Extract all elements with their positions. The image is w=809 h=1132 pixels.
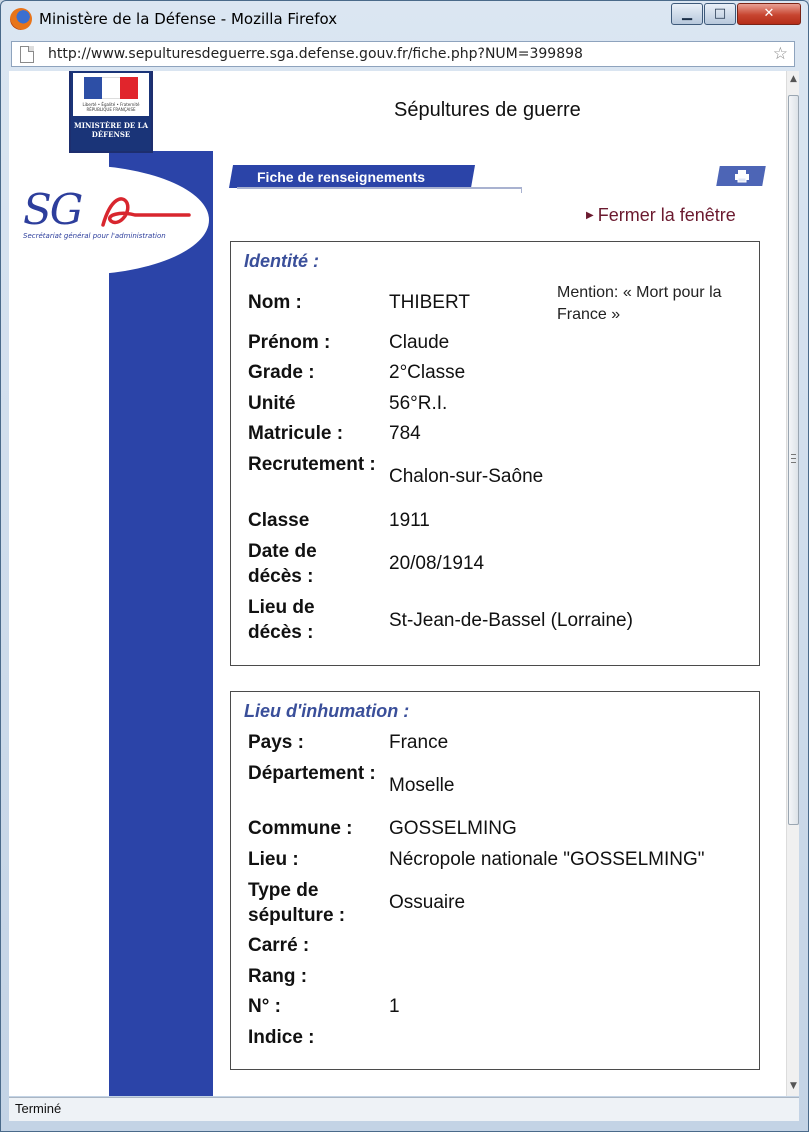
status-bar [9, 1097, 799, 1121]
field-label-numero: N° : [248, 996, 281, 1017]
site-title: Sépultures de guerre [394, 99, 581, 121]
sga-swoosh-icon [101, 193, 191, 229]
field-label-date-deces: Date de décès : [248, 541, 317, 587]
arrow-right-icon: ▶ [586, 210, 594, 221]
field-value-matricule: 784 [389, 423, 421, 444]
field-value-nom: THIBERT [389, 292, 470, 313]
field-label-pays: Pays : [248, 732, 304, 753]
field-label-unite: Unité [248, 393, 296, 414]
sga-logo-letters: SG [23, 185, 82, 234]
field-label-departement: Département : [248, 763, 376, 784]
field-label-type-sepulture: Type de sépulture : [248, 880, 346, 926]
field-value-recrutement: Chalon-sur-Saône [389, 466, 544, 487]
field-label-rang: Rang : [248, 966, 308, 987]
field-value-numero: 1 [389, 996, 400, 1017]
close-window-button[interactable]: ✕ [737, 3, 801, 25]
field-value-type-sepulture: Ossuaire [389, 892, 466, 913]
field-label-prenom: Prénom : [248, 332, 331, 353]
field-label-recrutement: Recrutement : [248, 454, 376, 475]
identity-title: Identité : [244, 251, 319, 271]
flag-motto: Liberté • Égalité • Fraternité RÉPUBLIQUE FRANÇAISE [82, 102, 140, 112]
field-value-commune: GOSSELMING [389, 818, 517, 839]
field-label-classe: Classe [248, 510, 310, 531]
field-label-lieu: Lieu : [248, 849, 299, 870]
field-value-classe: 1911 [389, 510, 430, 531]
minimize-button[interactable]: ▁ [671, 3, 703, 25]
scroll-down-arrow-icon[interactable]: ▼ [790, 1081, 797, 1091]
scroll-grip-icon [791, 454, 796, 463]
field-value-pays: France [389, 732, 449, 753]
field-value-grade: 2°Classe [389, 362, 466, 383]
field-label-carre: Carré : [248, 935, 310, 956]
burial-section [230, 691, 760, 1070]
field-value-unite: 56°R.I. [389, 393, 448, 414]
ministry-logo-text: MINISTÈRE DE LA DÉFENSE [73, 121, 149, 139]
sga-logo [23, 185, 213, 245]
field-label-matricule: Matricule : [248, 423, 344, 444]
field-label-indice: Indice : [248, 1027, 315, 1048]
sidebar-blue-band [109, 151, 213, 1096]
field-value-departement: Moselle [389, 775, 455, 796]
field-value-lieu: Nécropole nationale "GOSSELMING" [389, 849, 705, 870]
field-label-commune: Commune : [248, 818, 353, 839]
ministry-logo[interactable] [69, 71, 153, 153]
address-bar[interactable] [11, 41, 795, 67]
close-window-link-label: Fermer la fenêtre [597, 205, 736, 225]
flag-red-stripe [120, 77, 138, 99]
burial-title: Lieu d'inhumation : [244, 701, 410, 721]
tab-underline [237, 187, 522, 189]
close-window-link[interactable] [586, 205, 736, 226]
field-value-date-deces: 20/08/1914 [389, 553, 485, 574]
vertical-scrollbar[interactable] [786, 71, 799, 1096]
maximize-button[interactable]: □ [704, 3, 736, 25]
flag-white-stripe [102, 77, 120, 99]
field-value-lieu-deces: St-Jean-de-Bassel (Lorraine) [389, 610, 633, 631]
sga-logo-caption: Secrétariat général pour l'administration [23, 232, 166, 240]
tab-underline-edge [521, 187, 522, 193]
firefox-icon [10, 8, 32, 30]
window-title: Ministère de la Défense - Mozilla Firefox [39, 10, 338, 28]
tab-fiche-renseignements[interactable]: Fiche de renseignements [257, 169, 426, 185]
title-bar[interactable] [1, 1, 808, 37]
field-label-nom: Nom : [248, 292, 302, 313]
bookmark-star-icon[interactable]: ☆ [772, 44, 788, 64]
status-text: Terminé [15, 1101, 62, 1116]
flag-blue-stripe [84, 77, 102, 99]
printer-icon[interactable] [734, 169, 750, 183]
page-icon [20, 46, 34, 63]
url-text[interactable]: http://www.sepulturesdeguerre.sga.defense.gouv.fr/fiche.php?NUM=399898 [48, 46, 583, 62]
scroll-thumb[interactable] [788, 95, 799, 825]
page-viewport [9, 71, 799, 1096]
field-value-prenom: Claude [389, 332, 450, 353]
identity-section [230, 241, 760, 666]
field-label-lieu-deces: Lieu de décès : [248, 597, 315, 643]
mention-text: Mention: « Mort pour la France » [557, 284, 722, 323]
marianne-flag [73, 73, 149, 116]
scroll-up-arrow-icon[interactable]: ▲ [790, 74, 797, 84]
field-label-grade: Grade : [248, 362, 315, 383]
